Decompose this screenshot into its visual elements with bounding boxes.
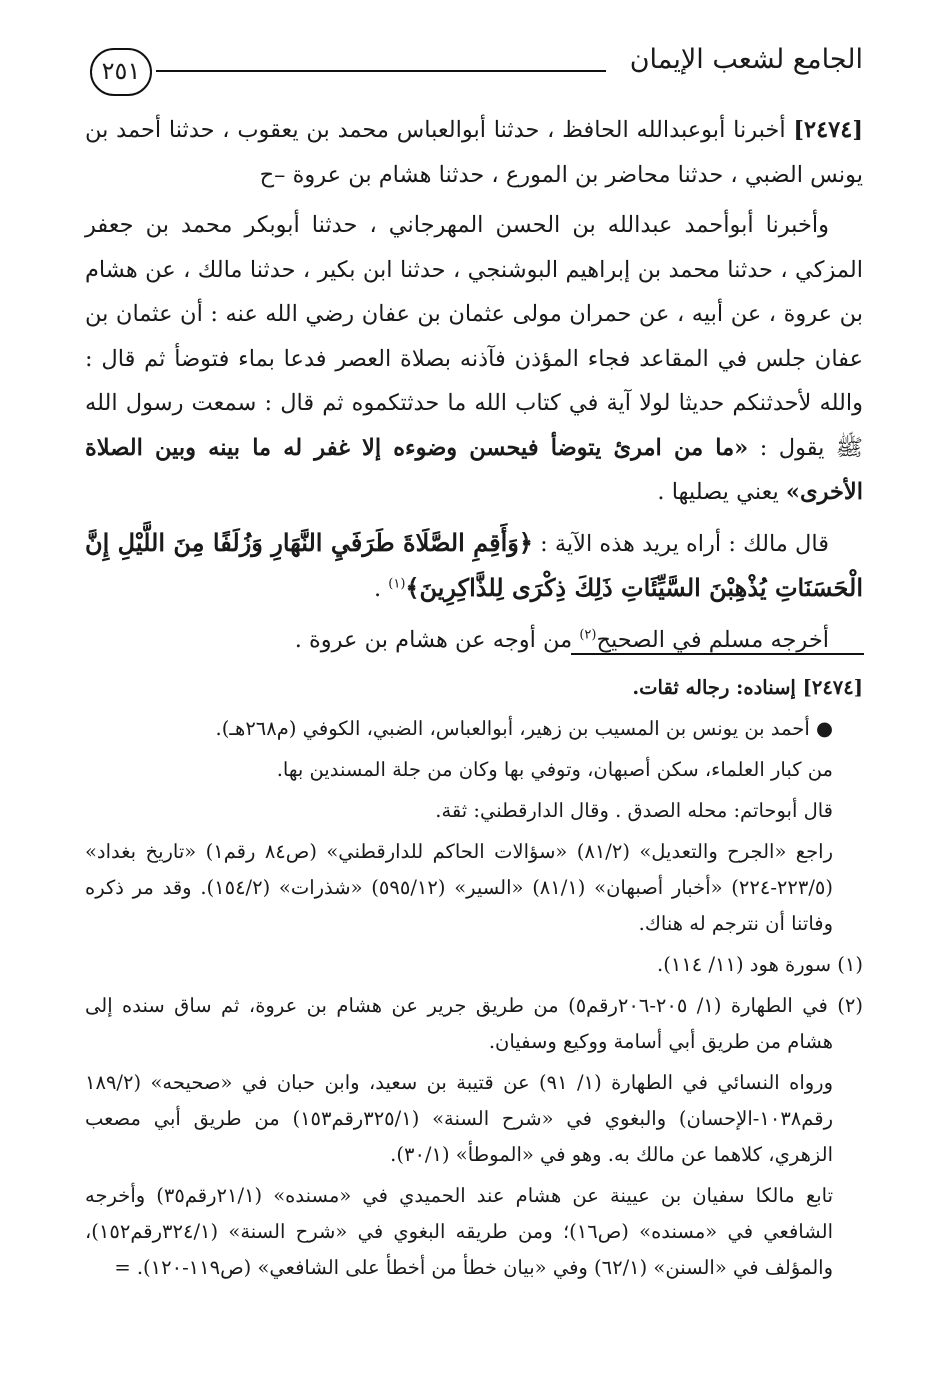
- hadith-paragraph-isnad: [85, 108, 863, 197]
- narrator-references: راجع «الجرح والتعديل» (٨١/٢) «سؤالات الحاكم للدارقطني» (ص٨٤ رقم١) «تاريخ بغداد» (٢٢٣/٥-٢٢٤) «أخبار أصبهان» (٨١/١) «السير» (٥٩٥/١٢) «شذرات» (١٥٤/٢). وقد مر ذكره وفاتنا أن نترجم له هناك.: [85, 840, 834, 935]
- matn-text: وأخبرنا أبوأحمد عبدالله بن الحسن المهرجاني ، حدثنا أبوبكر محمد بن جعفر المزكي ، حدثنا محمد بن إبراهيم البوشنجي ، حدثنا ابن بكير ، حدثنا مالك ، عن هشام بن عروة ، عن أبيه ، عن حمران مولى عثمان بن عفان رضي الله عنه : أن عثمان بن عفان جلس في المقاعد فجاء المؤذن فآذنه بصلاة العصر فدعا بماء فتوضأ ثم قال : والله لأحدثنكم حديثا لولا آية في كتاب الله ما حدثتكموه ثم قال : سمعت رسول الله ﷺ يقول :: [85, 212, 863, 461]
- page-number-badge: ٢٥١: [90, 48, 152, 96]
- malik-comment-end: .: [373, 576, 389, 602]
- takhrij-paragraph: [85, 618, 863, 663]
- running-title: الجامع لشعب الإيمان: [629, 44, 863, 75]
- footnotes-section: [85, 670, 863, 1286]
- hadith-number: [٢٤٧٤]: [793, 117, 863, 143]
- footnote-2-continuation: ورواه النسائي في الطهارة (١/ ٩١) عن قتيبة بن سعيد، وابن حبان في «صحيحه» (١٨٩/٢ رقم١٠٣٨-الإحسان) والبغوي في «شرح السنة» (٣٢٥/١رقم١٥٣) من طريق أبي مصعب الزهري، كلاهما عن مالك به. وهو في «الموطأ» (٣٠/١).: [85, 1071, 833, 1166]
- takhrij-end: من أوجه عن هشام بن عروة .: [294, 626, 580, 653]
- narrator-grading: قال أبوحاتم: محله الصدق . وقال الدارقطني: ثقة.: [435, 799, 833, 822]
- footnote-ref-1[interactable]: (١): [388, 576, 406, 592]
- malik-comment-paragraph: [85, 521, 863, 612]
- isnad-heading: [٢٤٧٤] إسناده: رجاله ثقات.: [632, 676, 863, 699]
- isnad-text: أخبرنا أبوعبدالله الحافظ ، حدثنا أبوالعباس محمد بن يعقوب ، حدثنا أحمد بن يونس الضبي ، حدثنا محاضر بن المورع ، حدثنا هشام بن عروة –ح: [85, 117, 863, 188]
- malik-comment-text: قال مالك : أراه يريد هذه الآية :: [532, 530, 829, 557]
- main-text: [85, 108, 863, 662]
- matn-ending: يعني يصليها .: [657, 479, 786, 505]
- footnote-2: (٢) في الطهارة (١/ ٢٠٥-٢٠٦رقم٥) من طريق جرير عن هشام بن عروة، ثم ساق سنده إلى هشام من طريق أبي أسامة ووكيع وسفيان.: [85, 994, 863, 1053]
- narrator-line: ● أحمد بن يونس بن المسيب بن زهير، أبوالعباس، الضبي، الكوفي (م٢٦٨هـ).: [215, 717, 833, 740]
- takhrij-text: أخرجه مسلم في الصحيح: [596, 626, 829, 653]
- footnote-divider: [571, 653, 864, 655]
- prophetic-saying: «ما من امرئ يتوضأ فيحسن وضوءه إلا غفر له ما بينه وبين الصلاة الأخرى»: [85, 434, 863, 505]
- narrator-description: من كبار العلماء، سكن أصبهان، وتوفي بها وكان من جلة المسندين بها.: [276, 758, 833, 781]
- footnote-1: (١) سورة هود (١١/ ١١٤).: [657, 953, 863, 976]
- header-rule: [156, 70, 606, 72]
- quran-verse: ﴿وَأَقِمِ الصَّلَاةَ طَرَفَيِ النَّهَارِ وَزُلَفًا مِنَ اللَّيْلِ إِنَّ الْحَسَنَاتِ يُذْهِبْنَ السَّيِّئَاتِ ذَلِكَ ذِكْرَى لِلذَّاكِرِينَ﴾: [85, 527, 863, 602]
- hadith-paragraph-matn: [85, 203, 863, 515]
- footnote-2-continuation-2: تابع مالكا سفيان بن عيينة عن هشام عند الحميدي في «مسنده» (٢١/١رقم٣٥) وأخرجه الشافعي في «مسنده» (ص١٦)؛ ومن طريقه البغوي في «شرح السنة» (٣٢٤/١رقم١٥٢)، والمؤلف في «السنن» (٦٢/١) وفي «بيان خطأ من أخطأ على الشافعي» (ص١١٩-١٢٠). =: [85, 1184, 833, 1279]
- footnote-ref-2[interactable]: (٢): [579, 627, 597, 642]
